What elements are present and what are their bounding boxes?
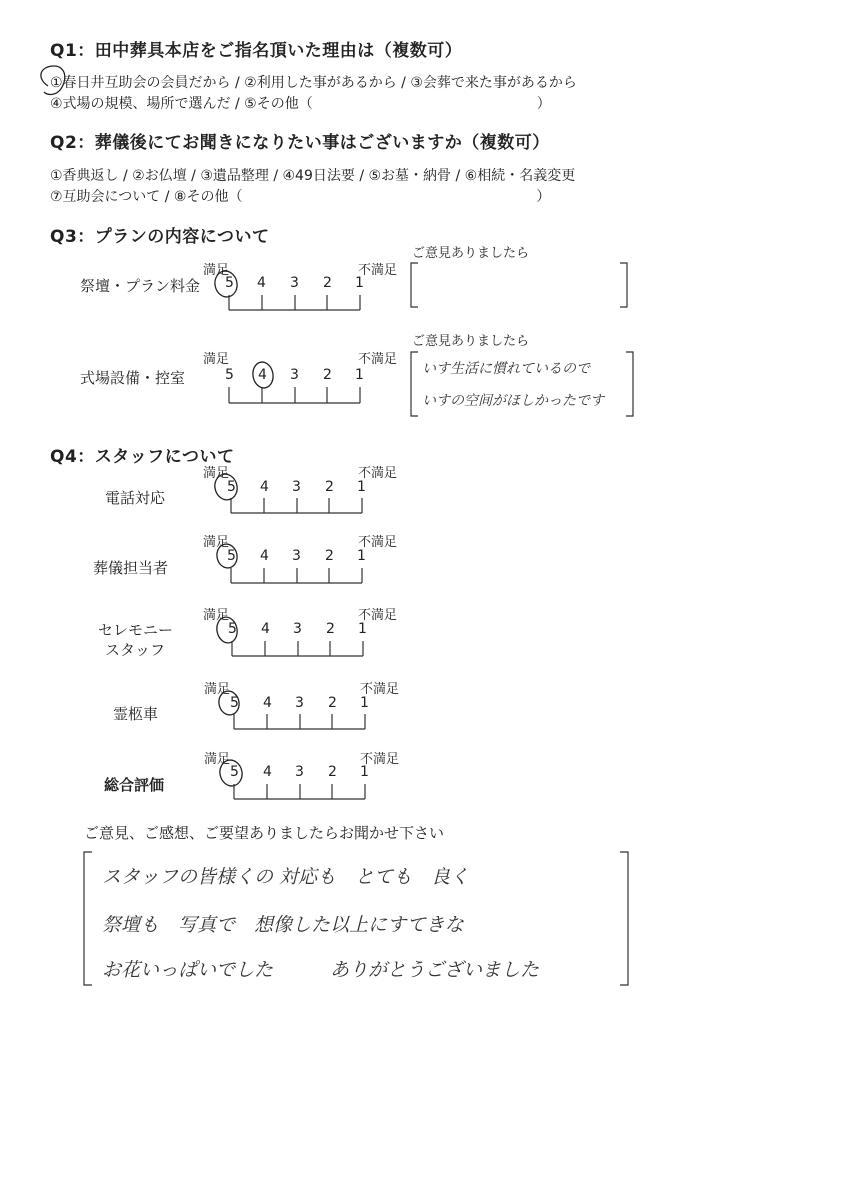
- q4-row5-n2: 2: [328, 764, 337, 780]
- q4-row1-n2: 2: [325, 479, 334, 495]
- q1-title: Q1：田中葬具本店をご指名頂いた理由は（複数可）: [50, 41, 463, 61]
- q4-row4-label: 霊柩車: [113, 705, 159, 723]
- q4-row4-n3: 3: [295, 695, 304, 711]
- q1-options-line1: ①春日井互助会の会員だから / ②利用した事があるから / ③会葬で来た事があるから: [50, 75, 577, 91]
- q3-row2-n1: 1: [355, 367, 364, 383]
- q3-row2-n5: 5: [225, 367, 234, 383]
- q4-row5-n1: 1: [360, 764, 369, 780]
- q3-row1-comment-label: ご意見ありましたら: [412, 246, 530, 261]
- q4-row2-selection-circle: [215, 542, 240, 570]
- q3-row1-scale-right: 不満足: [358, 263, 398, 278]
- q4-row1-n1: 1: [357, 479, 366, 495]
- q4-row2-label: 葬儀担当者: [93, 559, 169, 577]
- q4-row1-selection-circle: [212, 472, 240, 503]
- q4-row3-n4: 4: [261, 621, 270, 637]
- q4-row2-n5: 5: [227, 548, 236, 564]
- q4-row4-n4: 4: [263, 695, 272, 711]
- q3-row2-n2: 2: [323, 367, 332, 383]
- q4-row5-scale-right: 不満足: [360, 752, 400, 767]
- q4-row5-scale-left: 満足: [204, 752, 231, 767]
- q4-row3-scale-left: 満足: [203, 608, 230, 623]
- q4-row2-n1: 1: [357, 548, 366, 564]
- q4-row4-n1: 1: [360, 695, 369, 711]
- q3-row2-label: 式場設備・控室: [80, 369, 186, 387]
- q3-row2-n3: 3: [290, 367, 299, 383]
- q3-row1-scale-left: 満足: [203, 263, 230, 278]
- q3-row1-selection-circle: [213, 269, 240, 299]
- q4-row1-n3: 3: [292, 479, 301, 495]
- q4-row1-scale-bar: [231, 498, 362, 513]
- q4-row5-n5: 5: [230, 764, 239, 780]
- q3-row1-n2: 2: [323, 275, 332, 291]
- q3-row2-scale-bar: [229, 387, 360, 403]
- q3-row2-comment-label: ご意見ありましたら: [412, 334, 530, 349]
- q2-options-line1: ①香典返し / ②お仏壇 / ③遺品整理 / ④49日法要 / ⑤お墓・納骨 / ⑥相続・名義変更: [50, 168, 576, 184]
- q3-row2-scale-right: 不満足: [358, 352, 398, 367]
- q4-row5-label: 総合評価: [104, 776, 165, 794]
- q4-row5-n3: 3: [295, 764, 304, 780]
- q2-title: Q2：葬儀後にてお聞きになりたい事はございますか（複数可）: [50, 133, 550, 153]
- q4-row4-scale-bar: [234, 714, 365, 729]
- q4-row2-n2: 2: [325, 548, 334, 564]
- q4-row2-n4: 4: [260, 548, 269, 564]
- q4-row4-scale-left: 満足: [204, 682, 231, 697]
- q4-row3-n3: 3: [293, 621, 302, 637]
- q4-row3-n2: 2: [326, 621, 335, 637]
- q4-row5-n4: 4: [263, 764, 272, 780]
- q3-row1-n3: 3: [290, 275, 299, 291]
- q3-row2-comment-bracket: [411, 352, 633, 416]
- q4-row1-label: 電話対応: [105, 489, 166, 507]
- q4-row1-n4: 4: [260, 479, 269, 495]
- q4-row3-scale-right: 不満足: [358, 608, 398, 623]
- q4-row1-n5: 5: [227, 479, 236, 495]
- q4-row4-selection-circle: [217, 689, 242, 717]
- q4-row2-scale-left: 満足: [203, 535, 230, 550]
- q4-row3-selection-circle: [215, 615, 240, 645]
- q4-row1-scale-left: 満足: [203, 466, 230, 481]
- q3-row2-scale-left: 満足: [203, 352, 230, 367]
- q4-title: Q4：スタッフについて: [50, 447, 235, 467]
- q4-row3-label-line2: スタッフ: [105, 641, 166, 659]
- final-prompt: ご意見、ご感想、ご要望ありましたらお聞かせ下さい: [84, 824, 445, 842]
- q4-row4-scale-right: 不満足: [360, 682, 400, 697]
- q3-row2-n4: 4: [258, 367, 267, 383]
- final-comment-line3: お花いっぱいでした ありがとうございました: [102, 959, 540, 981]
- q4-row2-n3: 3: [292, 548, 301, 564]
- q3-row1-n5: 5: [225, 275, 234, 291]
- q3-title: Q3：プランの内容について: [50, 227, 270, 247]
- q1-selection-circle: [41, 66, 65, 94]
- q3-row2-comment-line1: いす生活に慣れているので: [422, 361, 590, 377]
- q3-row2-comment-line2: いすの空间がほしかったです: [422, 393, 604, 409]
- q4-row4-n2: 2: [328, 695, 337, 711]
- q3-row1-n4: 4: [257, 275, 266, 291]
- q4-row2-scale-right: 不満足: [358, 535, 398, 550]
- q4-row4-n5: 5: [230, 695, 239, 711]
- q4-row3-n1: 1: [358, 621, 367, 637]
- q4-row2-scale-bar: [231, 568, 362, 583]
- final-comment-bracket: [84, 852, 628, 985]
- q1-options-line2: ④式場の規模、場所で選んだ / ⑤その他（ ）: [50, 96, 551, 112]
- q4-row3-label-line1: セレモニー: [98, 621, 174, 639]
- q4-row1-scale-right: 不満足: [358, 466, 398, 481]
- q3-row1-n1: 1: [355, 275, 364, 291]
- q4-row5-selection-circle: [218, 758, 245, 788]
- q4-row3-scale-bar: [232, 641, 363, 656]
- q4-row5-scale-bar: [234, 784, 365, 799]
- q4-row3-n5: 5: [228, 621, 237, 637]
- q2-options-line2: ⑦互助会について / ⑧その他（ ）: [50, 189, 551, 205]
- final-comment-line1: スタッフの皆様くの 対応も とても 良く: [102, 866, 470, 888]
- q3-row1-comment-bracket: [411, 263, 627, 307]
- q3-row1-label: 祭壇・プラン料金: [80, 277, 201, 295]
- q3-row2-selection-circle: [251, 360, 275, 389]
- final-comment-line2: 祭壇も 写真で 想像した以上にすてきな: [102, 914, 464, 936]
- q3-row1-scale-bar: [229, 295, 360, 310]
